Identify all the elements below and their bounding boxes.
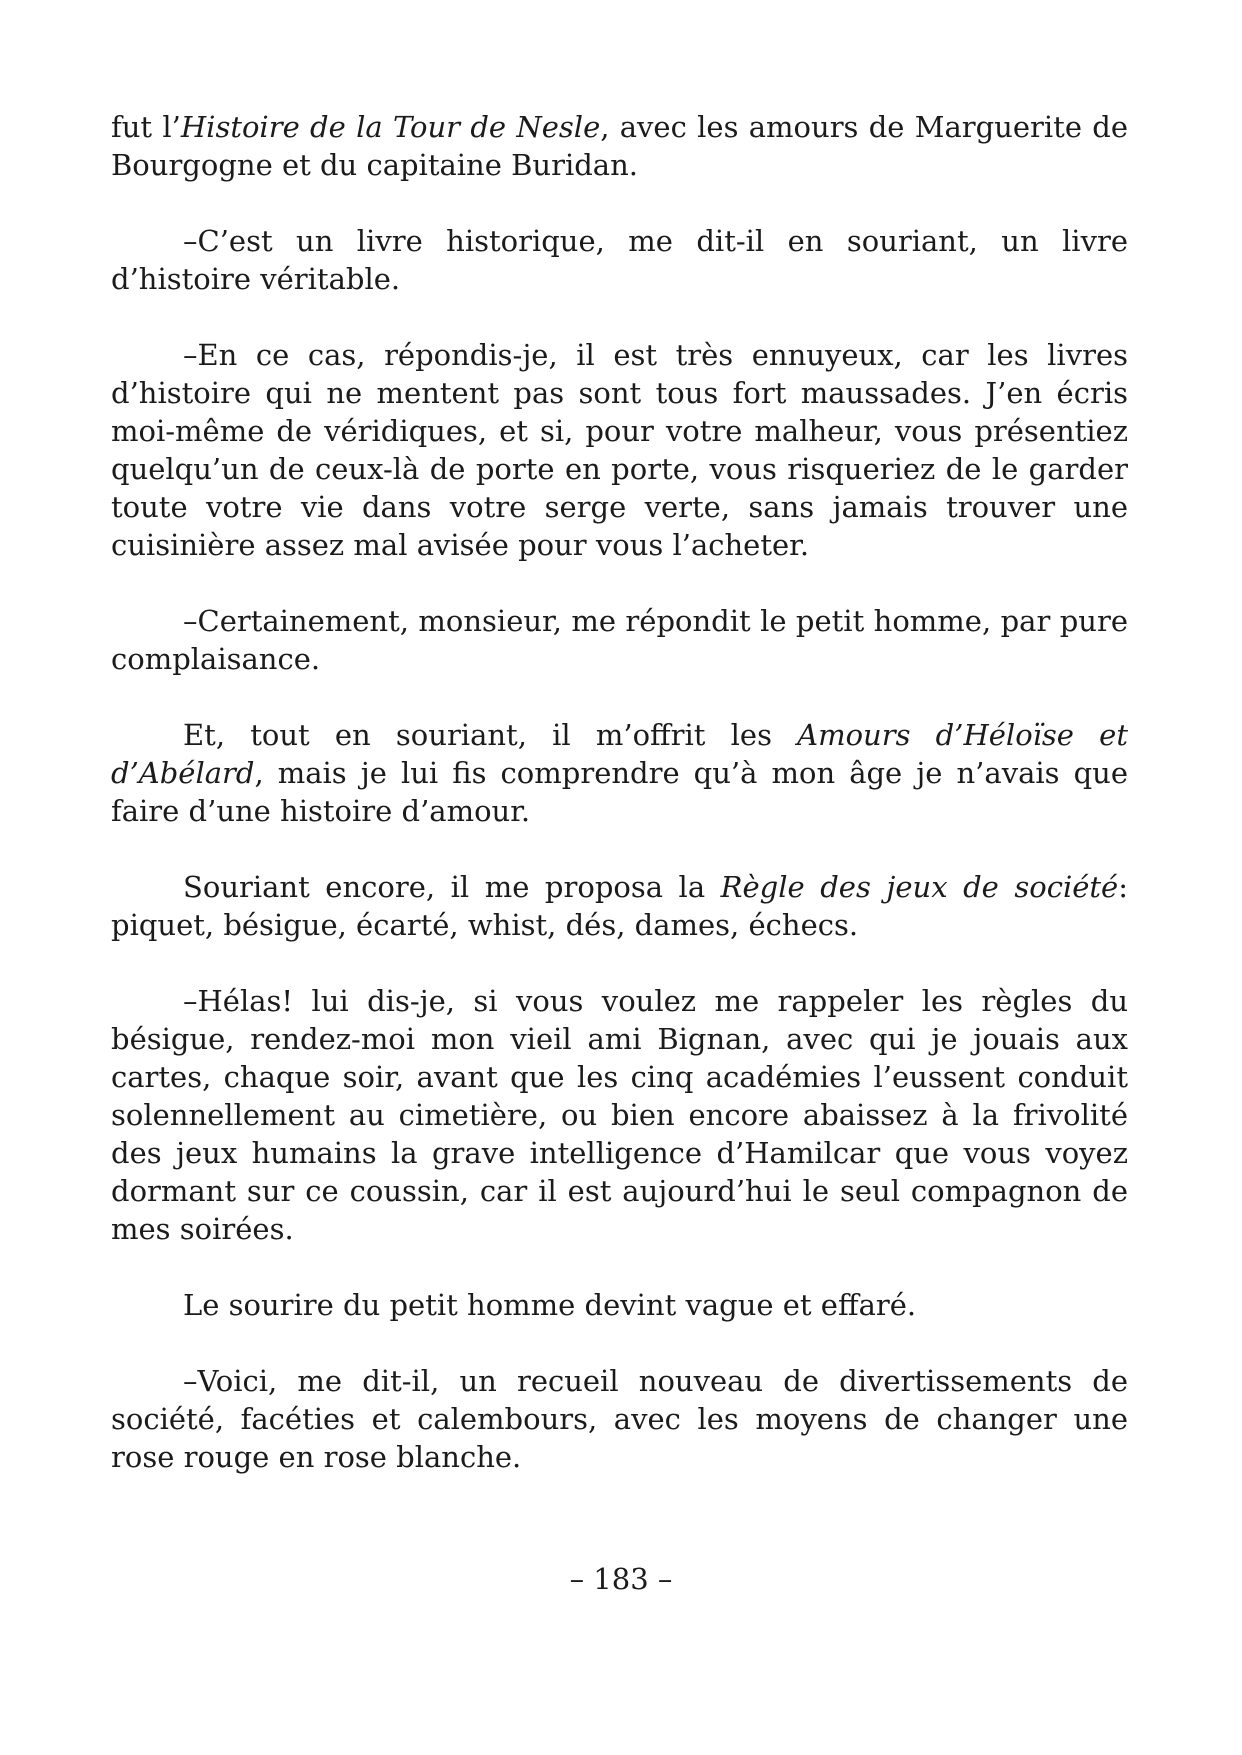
book-title: Règle des jeux de société [720,870,1119,904]
paragraph-4 [111,716,1128,830]
paragraph-0 [111,108,1128,184]
page-body [111,108,1128,1514]
text-segment: Souriant encore, il me proposa la [183,870,721,904]
text-segment: –Certainement, monsieur, me répondit le petit homme, par pure complaisance. [111,604,1128,676]
text-segment: –Voici, me dit-il, un recueil nouveau de divertissements de société, facéties et calembours, avec les moyens de changer une rose rouge en rose blanche. [111,1364,1128,1474]
paragraph-6 [111,982,1128,1248]
text-segment: –Hélas! lui dis-je, si vous voulez me rappeler les règles du bésigue, rendez-moi mon vieil ami Bignan, avec qui je jouais aux cartes, chaque soir, avant que les cinq académies l’eussent conduit solennellement au cimetière, ou bien encore abaissez à la frivolité des jeux humains la grave intelligence d’Hamilcar que vous voyez dormant sur ce coussin, car il est aujourd’hui le seul compagnon de mes soirées. [111,984,1128,1246]
text-segment: –C’est un livre historique, me dit-il en souriant, un livre d’histoire véritable. [111,224,1128,296]
paragraph-3 [111,602,1128,678]
text-segment: fut l’ [111,110,181,144]
paragraph-1 [111,222,1128,298]
paragraph-7 [111,1286,1128,1324]
book-title: Histoire de la Tour de Nesle [180,110,601,144]
book-title: Amours d’Héloïse et d’Abélard [111,718,1128,790]
text-segment: Et, tout en souriant, il m’offrit les [183,718,798,752]
text-segment: , avec les amours de Marguerite de Bourgogne et du capitaine Buridan. [111,110,1129,182]
text-segment: Le sourire du petit homme devint vague et effaré. [183,1288,917,1322]
paragraph-8 [111,1362,1128,1476]
text-segment: : piquet, bésigue, écarté, whist, dés, dames, échecs. [111,870,1128,942]
paragraph-5 [111,868,1128,944]
text-segment: , mais je lui fis comprendre qu’à mon âge je n’avais que faire d’une histoire d’amour. [111,756,1128,828]
text-segment: –En ce cas, répondis-je, il est très ennuyeux, car les livres d’histoire qui ne mentent pas sont tous fort maussades. J’en écris moi-même de véridiques, et si, pour votre malheur, vous présentiez quelqu’un de ceux-là de porte en porte, vous risqueriez de le garder toute votre vie dans votre serge verte, sans jamais trouver une cuisinière assez mal avisée pour vous l’acheter. [111,338,1128,562]
page-number: – 183 – [569,1562,673,1596]
paragraph-2 [111,336,1128,564]
